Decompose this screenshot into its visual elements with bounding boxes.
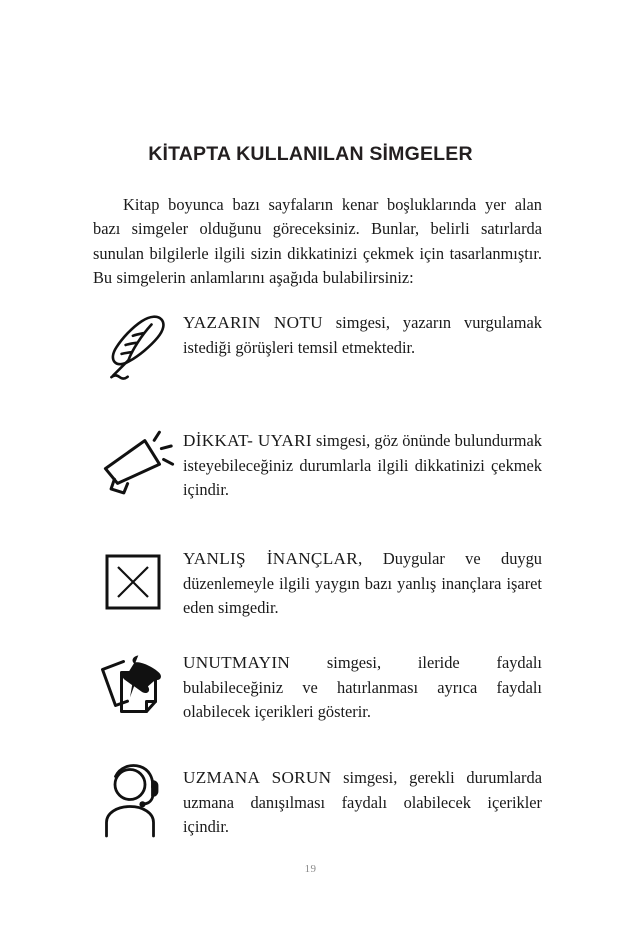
list-item (93, 760, 542, 840)
symbol-description: simgesi, ileride faydalı bulabileceğiniz ve hatırlanması ayrıca faydalı olabilecek içerikleri gösterir. (183, 653, 542, 721)
symbol-label: YANLIŞ İNANÇLAR, (183, 549, 363, 568)
symbol-description: simgesi, göz önünde bulundurmak isteyebileceğiniz durumlarla ilgili dikkatinizi çekmek içindir. (183, 431, 542, 499)
symbol-description: simgesi, yazarın vurgulamak istediği görüşleri temsil etmektedir. (183, 313, 542, 357)
page-number: 19 (304, 863, 317, 875)
list-item-text (183, 418, 542, 503)
quill-pen-icon (99, 305, 177, 383)
list-item (93, 418, 542, 503)
symbol-label: UNUTMAYIN (183, 653, 291, 672)
symbol-description: Duygular ve duygu düzenlemeyle ilgili yaygın bazı yanlış inançlara işaret eden simgedir. (183, 549, 542, 617)
list-item (93, 645, 542, 725)
symbol-label: DİKKAT- UYARI (183, 431, 312, 450)
megaphone-icon (97, 428, 175, 506)
list-item (93, 305, 542, 360)
list-item-text (183, 540, 542, 621)
pushpin-notes-icon (97, 647, 175, 725)
x-box-icon (99, 548, 177, 626)
list-item (93, 540, 542, 621)
list-item-text (183, 645, 542, 725)
intro-paragraph: Kitap boyunca bazı sayfaların kenar boşluklarında yer alan bazı simgeler olduğunu göreceksiniz. Bunlar, belirli satırlarda sunulan bilgilerle ilgili sizin dikkatinizi çekmek için tasarlanmıştır. Bu simgelerin anlamlarını aşağıda bulabilirsiniz: (93, 195, 542, 288)
headset-person-icon (97, 760, 175, 838)
page-title: KİTAPTA KULLANILAN SİMGELER (148, 143, 473, 165)
list-item-text (183, 305, 542, 360)
symbol-label: YAZARIN NOTU (183, 313, 323, 332)
symbol-label: UZMANA SORUN (183, 768, 332, 787)
symbol-description: simgesi, gerekli durumlarda uzmana danışılması faydalı olabilecek içerikler içindir. (183, 768, 542, 836)
list-item-text (183, 760, 542, 840)
